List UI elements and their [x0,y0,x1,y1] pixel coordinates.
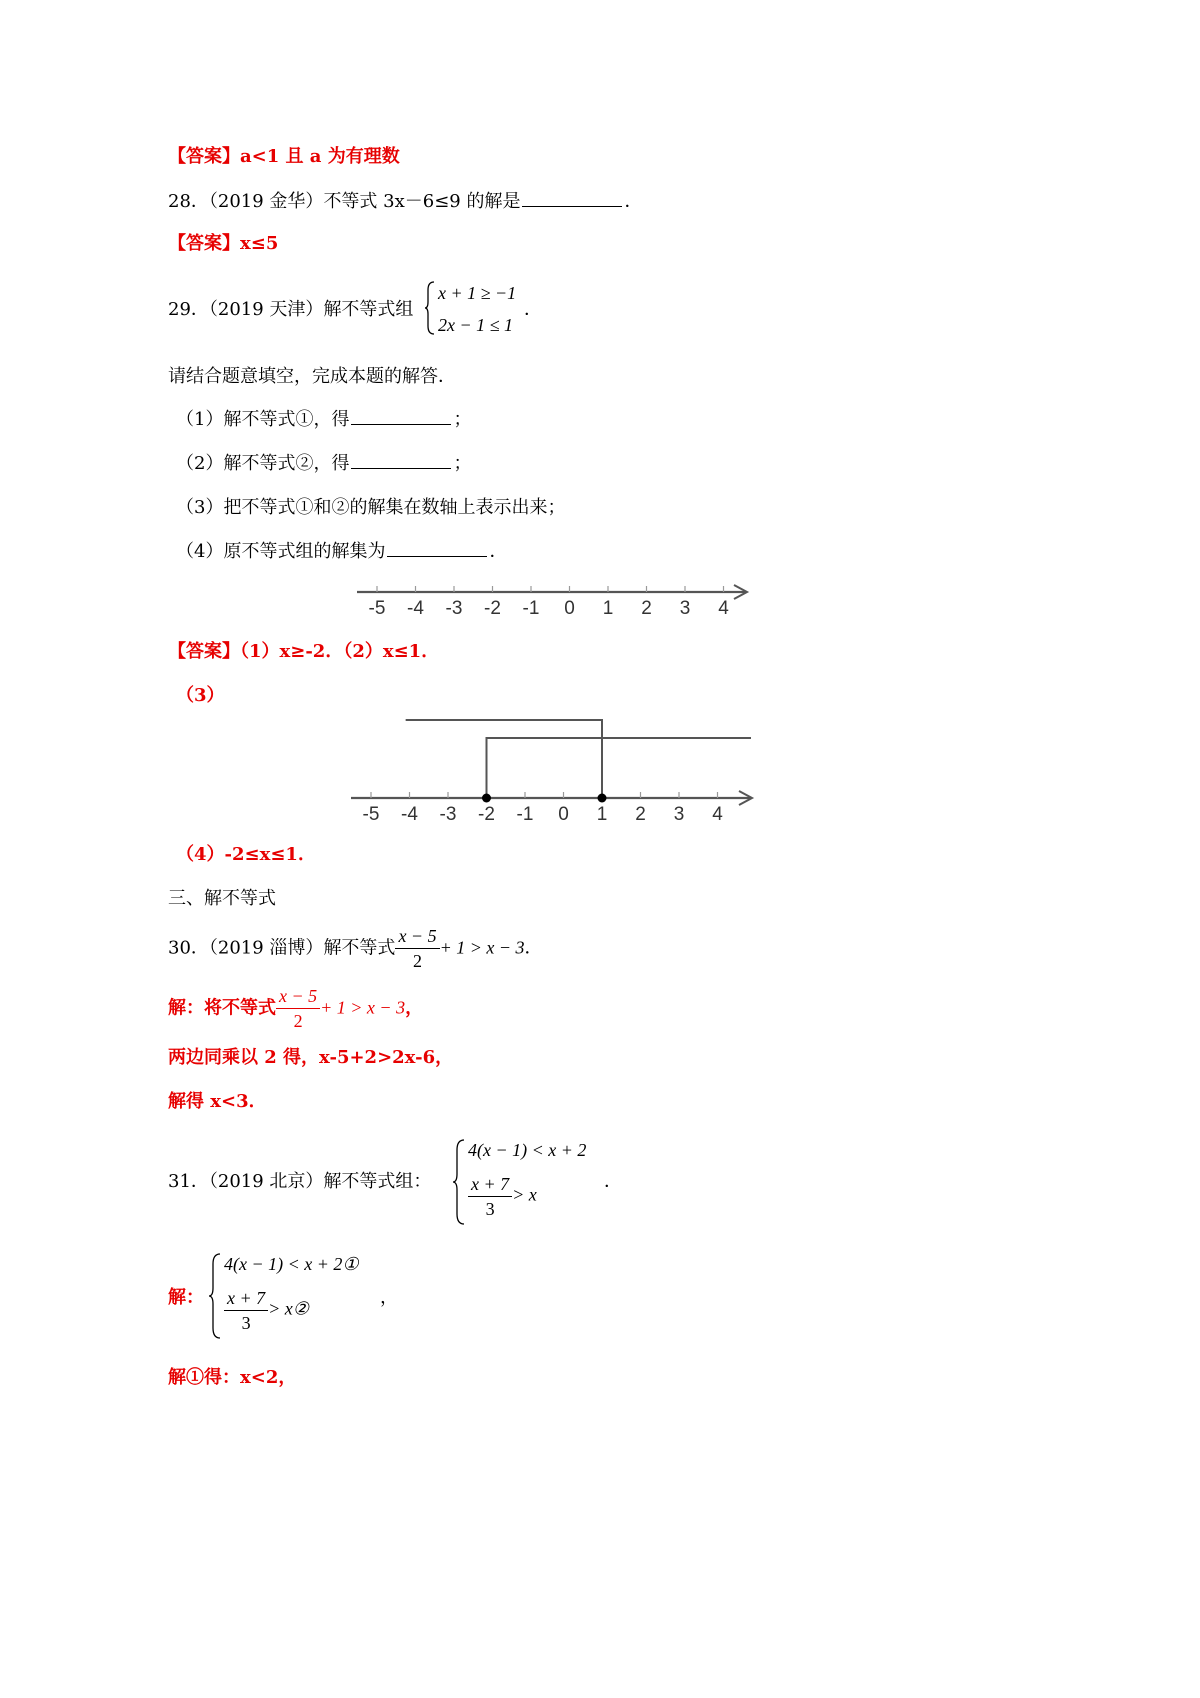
answer-label: 【答案】 [168,641,240,662]
punctuation: ， [380,1287,398,1308]
number-line-question [350,575,750,620]
fraction-numerator: x − 5 [395,924,439,949]
tick-label: 1 [596,804,608,825]
solution-31-line2: 解①得：x<2， [168,1367,297,1388]
fraction-numerator: x + 7 [468,1172,512,1197]
inequality-rest: + 1 > x − 3 [320,997,406,1018]
question-number: 28． [168,191,209,212]
solid-point [598,794,607,803]
fraction-denominator: 3 [485,1199,495,1219]
answer-blank [351,452,451,469]
punctuation: ． [489,541,508,562]
answer-28 [168,232,278,256]
punctuation: ． [524,937,543,959]
answer-label: 【答案】 [168,146,240,167]
brace-icon [452,1138,466,1226]
question-30 [168,924,543,973]
punctuation: ． [624,191,643,212]
sub-question-text: （3）把不等式①和②的解集在数轴上表示出来； [176,497,566,518]
brace-icon [208,1252,222,1340]
question-stem: 解不等式组： [323,1171,432,1192]
inequality-1: 4(x − 1) < x + 2 [468,1140,587,1160]
tick-label: 0 [558,804,569,825]
tick-label: -1 [522,598,540,619]
sub-question-text: （2）解不等式②，得 [176,453,350,474]
answer-text: a<1 且 a 为有理数 [240,146,400,167]
question-stem: 不等式 3x－6≤9 的解是 [323,191,521,212]
solution-30-line3: 解得 x<3． [168,1091,267,1112]
solution-text: 解：将不等式 [168,997,276,1019]
question-number: 29． [168,299,209,320]
tick-label: 2 [641,598,652,619]
question-stem: 解不等式 [323,937,396,959]
section-heading: 三、解不等式 [168,888,276,909]
punctuation: ； [453,409,472,430]
inequality-2: 2x − 1 ≤ 1 [438,315,514,335]
fraction-denominator: 2 [413,951,422,971]
solid-point [482,794,491,803]
solution-31-prefix: 解： [168,1287,204,1308]
question-source: （2019 天津） [208,299,324,320]
fraction-denominator: 3 [241,1313,251,1333]
answer-text: x≤5 [240,233,279,254]
fraction-denominator: 2 [293,1011,303,1031]
tick-label: 2 [635,804,646,825]
answer-blank [387,540,487,557]
question-stem: 解不等式组 [323,299,414,320]
punctuation: ． [524,299,542,320]
tick-label: -1 [516,804,534,825]
fraction [468,1172,512,1221]
solution-30-line1 [168,984,423,1033]
sub-question-text: （1）解不等式①，得 [176,409,350,430]
tick-label: -5 [368,598,386,619]
fraction [224,1286,268,1335]
solution-graph-x-ge-minus2 [487,738,752,798]
answer-blank [522,190,622,207]
question-number: 30． [168,937,209,959]
answer-27 [168,145,400,169]
answer-blank [351,408,451,425]
tick-label: 3 [679,598,691,619]
tick-label: -4 [407,598,424,619]
fraction [395,924,439,973]
sub-question-3 [176,496,565,520]
tick-label: -2 [478,804,495,825]
punctuation: ． [604,1171,622,1192]
answer-label: 【答案】 [168,233,240,254]
sub-question-4 [176,540,507,564]
punctuation: ， [405,997,424,1019]
tick-label: 3 [673,804,685,825]
answer-29-part3: （3） [176,685,225,706]
fraction-numerator: x + 7 [224,1286,268,1311]
tick-label: -4 [401,804,418,825]
solution-30-line2: 两边同乘以 2 得，x-5+2>2x-6， [168,1047,454,1068]
tick-label: -2 [484,598,501,619]
tick-label: -3 [445,598,463,619]
question-source: （2019 淄博） [208,937,324,959]
sub-question-1 [176,408,471,432]
number-line-answer [345,712,755,827]
brace-icon [424,280,436,336]
tick-label: 0 [564,598,575,619]
tick-label: 4 [712,804,723,825]
inequality-1: 4(x − 1) < x + 2① [224,1254,359,1274]
answer-29-part4: （4）-2≤x≤1． [176,844,316,865]
question-29 [168,298,413,322]
question-31 [168,1170,431,1194]
question-source: （2019 北京） [208,1171,324,1192]
fraction-numerator: x − 5 [276,984,320,1009]
answer-29-part1 [168,640,439,664]
inequality-2 [468,1172,537,1221]
tick-label: -5 [362,804,380,825]
question-28 [168,190,642,214]
answer-text: （1）x≥-2．（2）x≤1． [240,641,440,662]
sub-question-text: （4）原不等式组的解集为 [176,541,386,562]
question-29-intro: 请结合题意填空，完成本题的解答． [168,366,456,387]
sub-question-2 [176,452,471,476]
question-number: 31． [168,1171,209,1192]
tick-label: 1 [602,598,614,619]
punctuation: ； [453,453,472,474]
question-source: （2019 金华） [208,191,324,212]
fraction [276,984,320,1033]
inequality-rest: > x [512,1184,537,1205]
inequality-rest: > x② [268,1298,309,1319]
solution-graph-x-le-1 [406,720,602,798]
tick-label: -3 [439,804,457,825]
inequality-rest: + 1 > x − 3 [439,937,525,958]
inequality-1: x + 1 ≥ −1 [438,283,517,303]
inequality-2 [224,1286,309,1335]
tick-label: 4 [718,598,729,619]
